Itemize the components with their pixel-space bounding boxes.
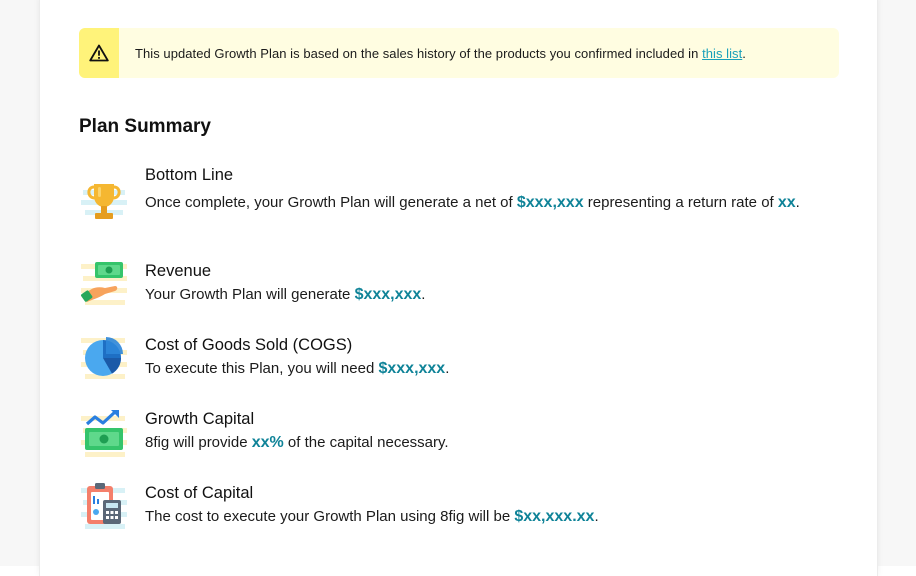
desc-text: 8fig will provide xyxy=(145,434,252,451)
item-description xyxy=(145,506,835,527)
item-description xyxy=(145,358,835,379)
return-rate-value: xx xyxy=(777,194,796,211)
item-title: Revenue xyxy=(145,262,212,280)
net-amount-value: $xxx,xxx xyxy=(516,194,584,211)
desc-text: The cost to execute your Growth Plan using 8fig will be xyxy=(145,508,515,525)
desc-text: . xyxy=(594,508,599,525)
desc-text: . xyxy=(421,286,426,303)
item-description xyxy=(145,432,835,453)
item-title: Growth Capital xyxy=(145,410,255,428)
item-title: Cost of Goods Sold (COGS) xyxy=(145,336,353,354)
plan-summary-heading: Plan Summary xyxy=(79,116,211,137)
desc-text: To execute this Plan, you will need xyxy=(145,360,379,377)
desc-text: of the capital necessary. xyxy=(283,434,449,451)
cogs-value: $xxx,xxx xyxy=(378,360,446,377)
cost-of-capital-value: $xx,xxx.xx xyxy=(514,508,595,525)
desc-text: . xyxy=(445,360,450,377)
item-title: Bottom Line xyxy=(145,166,234,184)
pie-chart-icon xyxy=(79,332,129,382)
notice-icon-box xyxy=(79,28,119,78)
desc-text: Your Growth Plan will generate xyxy=(145,286,355,303)
cash-hand-icon xyxy=(79,258,129,308)
desc-text: representing a return rate of xyxy=(583,194,778,211)
revenue-value: $xxx,xxx xyxy=(354,286,422,303)
summary-item-growth-capital xyxy=(79,410,839,460)
capital-percent-value: xx% xyxy=(251,434,284,451)
item-description xyxy=(145,284,835,305)
desc-text: . xyxy=(795,194,800,211)
notice-suffix: . xyxy=(742,45,746,61)
item-description xyxy=(145,192,835,213)
summary-item-bottom-line xyxy=(79,166,839,236)
item-title: Cost of Capital xyxy=(145,484,254,502)
warning-icon xyxy=(89,44,109,62)
notice-text xyxy=(119,46,746,61)
info-notice xyxy=(79,28,839,78)
growth-cash-icon xyxy=(79,408,129,458)
trophy-icon xyxy=(79,176,129,226)
summary-item-cogs xyxy=(79,336,839,386)
calculator-clipboard-icon xyxy=(79,480,129,530)
content-card xyxy=(39,0,878,576)
desc-text: Once complete, your Growth Plan will generate a net of xyxy=(145,194,517,211)
this-list-link[interactable]: this list xyxy=(702,45,743,61)
notice-message: This updated Growth Plan is based on the sales history of the products you confirmed included in xyxy=(135,45,703,61)
summary-item-cost-of-capital xyxy=(79,484,839,534)
summary-item-revenue xyxy=(79,262,839,312)
